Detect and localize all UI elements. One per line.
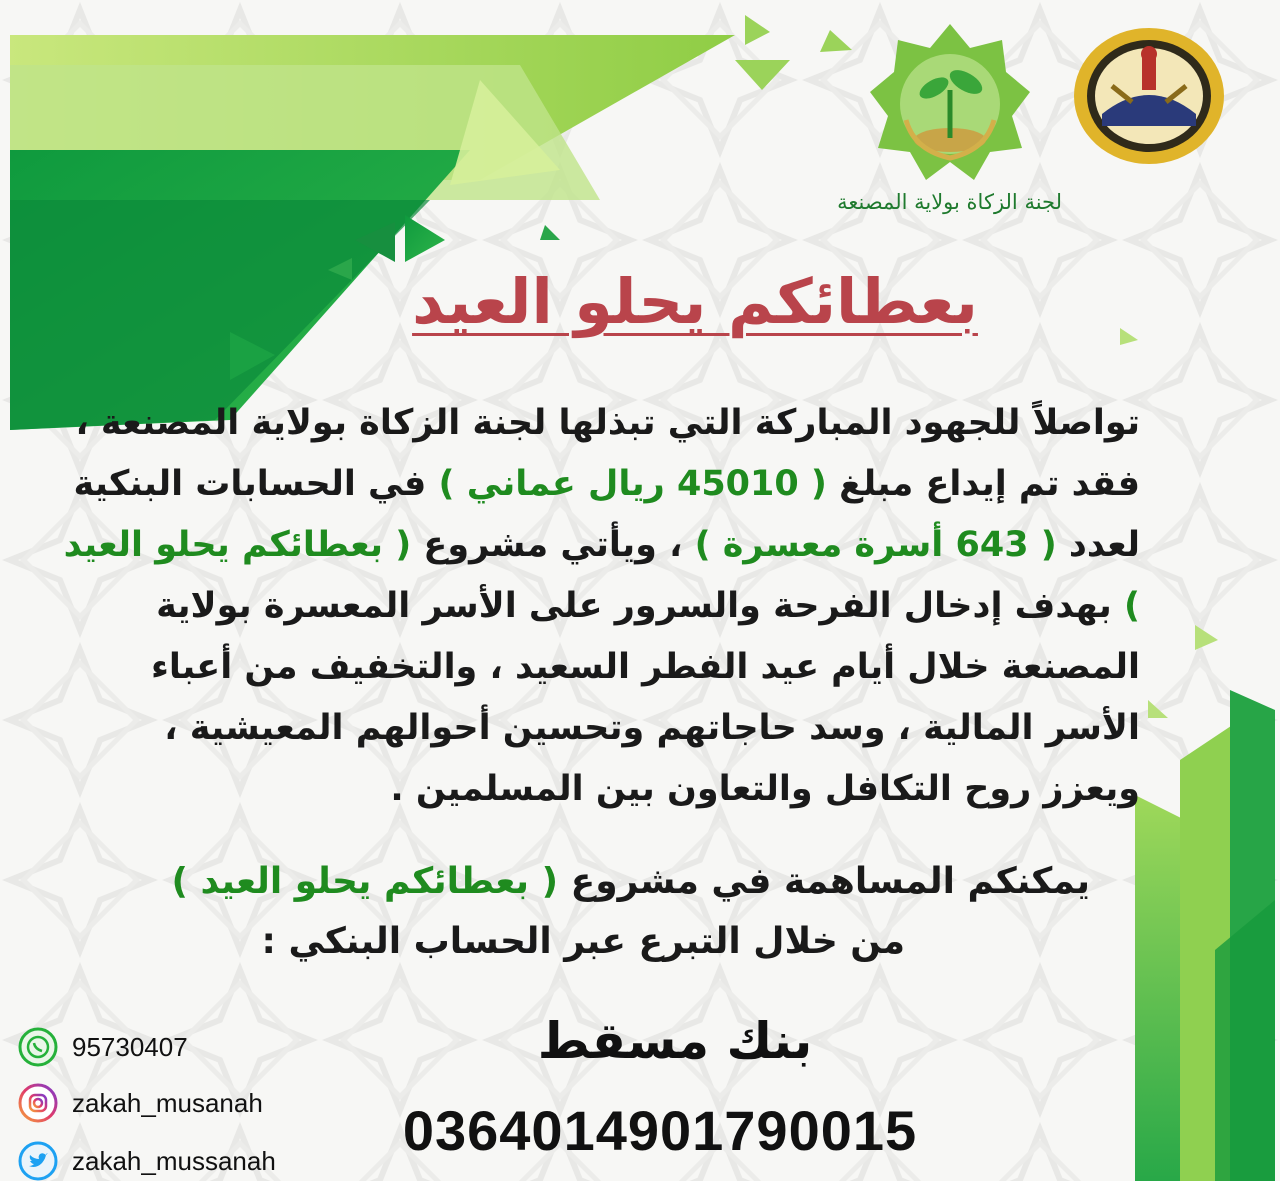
bank-name: بنك مسقط — [537, 1012, 813, 1070]
whatsapp-icon — [18, 1027, 58, 1067]
twitter-icon — [18, 1141, 58, 1181]
contribution-line-2: من خلال التبرع عبر الحساب البنكي : — [261, 921, 905, 962]
contribution-prefix: يمكنكم المساهمة في مشروع — [558, 861, 1090, 902]
campaign-title: بعطائكم يحلو العيد — [412, 265, 978, 338]
twitter-handle: zakah_mussanah — [72, 1145, 276, 1176]
contact-instagram[interactable] — [18, 1084, 263, 1122]
oman-emblem-logo — [1072, 26, 1226, 166]
zakat-leaf-logo — [866, 20, 1034, 188]
whatsapp-number: 95730407 — [72, 1031, 188, 1062]
announcement-part-3: ، ويأتي مشروع — [411, 525, 695, 565]
contact-twitter[interactable] — [18, 1142, 276, 1180]
contribution-project: ( بعطائكم يحلو العيد ) — [171, 861, 559, 902]
announcement-part-1: تواصلاً للجهود المباركة التي تبذلها لجنة الزكاة بولاية المصنعة ، فقد تم إيداع مبلغ — [75, 403, 1140, 504]
contribution-text — [80, 852, 1090, 972]
families-count: ( 643 أسرة معسرة ) — [694, 525, 1057, 565]
announcement-part-4: بهدف إدخال الفرحة والسرور على الأسر المعسرة بولاية المصنعة خلال أيام عيد الفطر السعيد ، والتخفيف من أعباء الأسر المالية ، وسد حاجاتهم وتحسين أحوالهم المعيشية ، ويعزز روح التكافل والتعاون بين المسلمين . — [150, 586, 1140, 809]
announcement-text — [60, 393, 1140, 820]
contact-whatsapp[interactable] — [18, 1028, 188, 1066]
committee-name: لجنة الزكاة بولاية المصنعة — [837, 190, 1062, 214]
bank-account-number: 0364014901790015 — [402, 1099, 918, 1162]
project-name: ( بعطائكم يحلو العيد ) — [63, 525, 1140, 626]
announcement-part-2: في الحسابات البنكية لعدد — [73, 464, 1140, 565]
instagram-icon — [18, 1083, 58, 1123]
donation-amount: ( 45010 ريال عماني ) — [438, 464, 827, 504]
instagram-handle: zakah_musanah — [72, 1087, 263, 1118]
